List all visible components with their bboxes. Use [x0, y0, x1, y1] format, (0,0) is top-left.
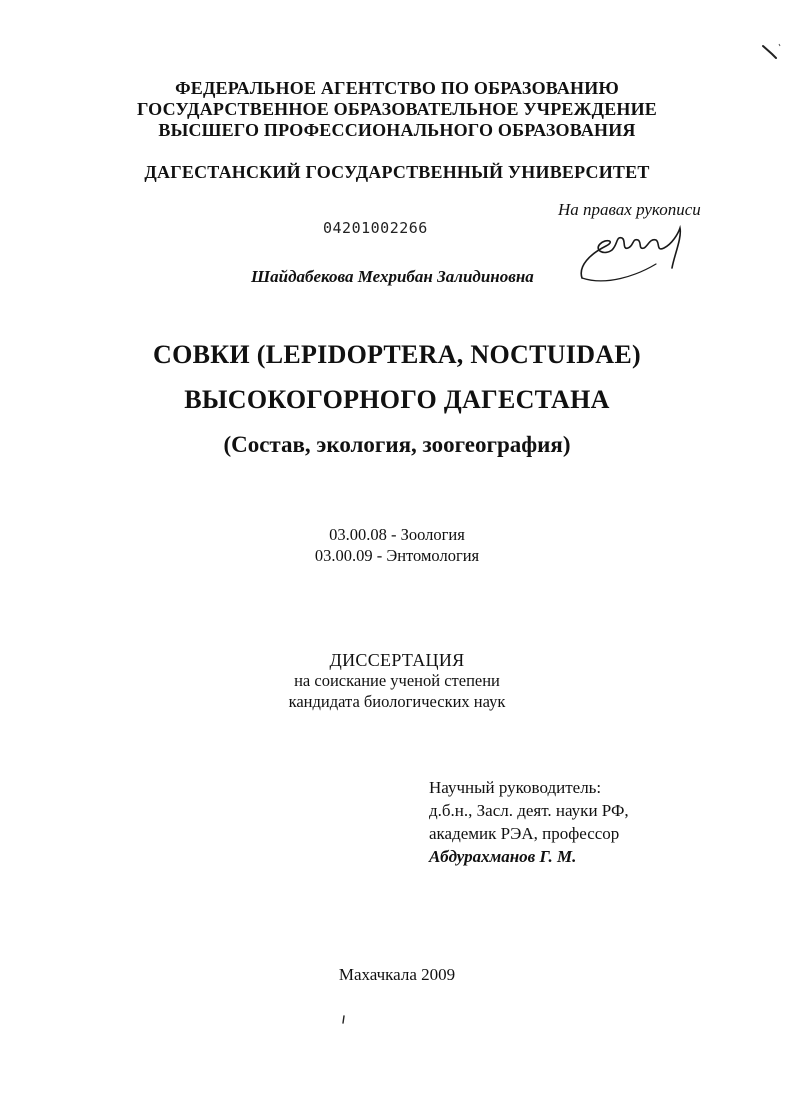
supervisor-name: Абдурахманов Г. М.	[429, 847, 577, 866]
specialty-zoology: 03.00.08 - Зоология	[329, 525, 465, 544]
supervisor-rank: академик РЭА, профессор	[429, 824, 620, 843]
degree-line-2: кандидата биологических наук	[288, 692, 506, 711]
institution-line: ГОСУДАРСТВЕННОЕ ОБРАЗОВАТЕЛЬНОЕ УЧРЕЖДЕНИЕ	[136, 99, 658, 119]
title-line-2: ВЫСОКОГОРНОГО ДАГЕСТАНА	[184, 385, 610, 414]
specialty-entomology: 03.00.09 - Энтомология	[314, 546, 480, 565]
city-year: Махачкала 2009	[338, 965, 456, 984]
supervisor-degree: д.б.н., Засл. деят. науки РФ,	[429, 801, 629, 820]
scan-mark-icon	[760, 40, 784, 64]
author-name: Шайдабекова Мехрибан Залидиновна	[251, 267, 534, 286]
education-level-line: ВЫСШЕГО ПРОФЕССИОНАЛЬНОГО ОБРАЗОВАНИЯ	[158, 120, 636, 140]
agency-line: ФЕДЕРАЛЬНОЕ АГЕНТСТВО ПО ОБРАЗОВАНИЮ	[175, 78, 619, 98]
signature-icon	[576, 216, 696, 286]
manuscript-note: На правах рукописи	[558, 200, 701, 219]
scan-dot-icon	[340, 1015, 348, 1025]
title-line-1: СОВКИ (LEPIDOPTERA, NOCTUIDAE)	[153, 340, 641, 369]
university-name: ДАГЕСТАНСКИЙ ГОСУДАРСТВЕННЫЙ УНИВЕРСИТЕТ	[144, 162, 650, 182]
supervisor-block	[429, 776, 629, 868]
degree-line-1: на соискание ученой степени	[294, 671, 500, 690]
dissertation-label: ДИССЕРТАЦИЯ	[329, 650, 465, 670]
supervisor-label: Научный руководитель:	[429, 778, 602, 797]
title-subtitle: (Состав, экология, зоогеография)	[223, 432, 571, 457]
catalog-number: 04201002266	[323, 219, 428, 237]
